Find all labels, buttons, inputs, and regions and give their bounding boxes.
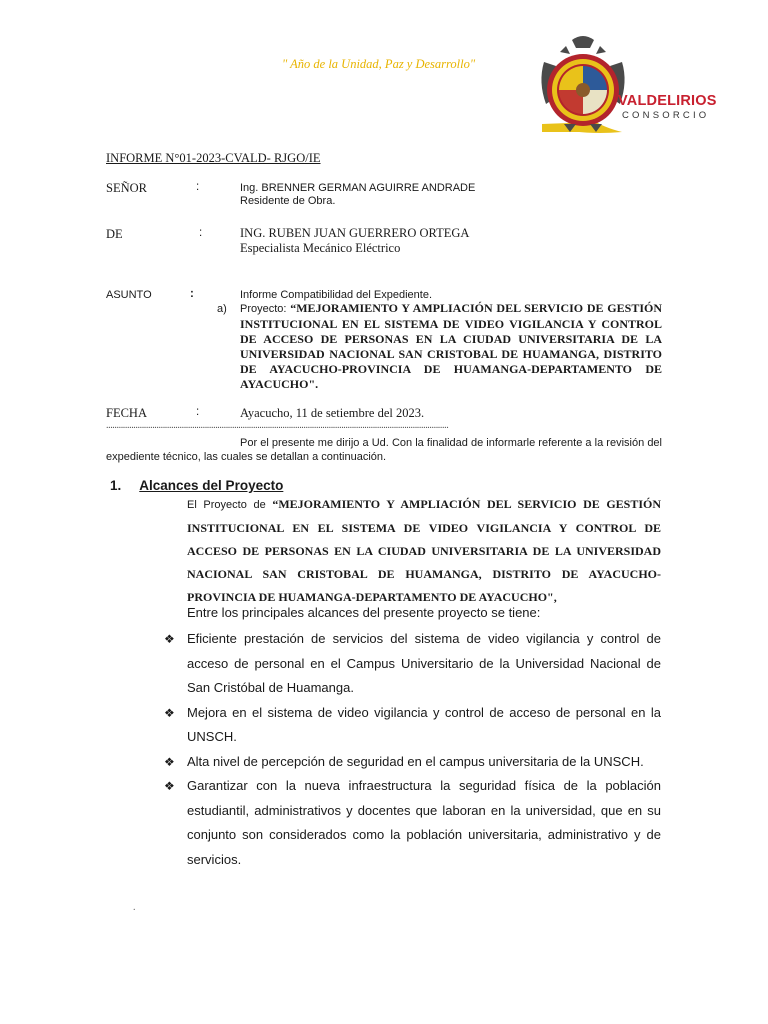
asunto-label: ASUNTO <box>106 289 152 301</box>
senor-label: SEÑOR <box>106 181 147 195</box>
alcances-intro: Entre los principales alcances del presente proyecto se tiene: <box>187 605 541 620</box>
alcances-lead: El Proyecto de <box>187 499 266 511</box>
proyecto-prefix: Proyecto: <box>240 303 287 315</box>
diamond-bullet-icon: ❖ <box>164 779 175 793</box>
informe-number: INFORME N°01-2023-CVALD- RJGO/IE <box>106 151 321 165</box>
brand-subtitle: CONSORCIO <box>622 110 710 121</box>
asunto-colon: : <box>190 288 194 300</box>
intro-paragraph: Por el presente me dirijo a Ud. Con la finalidad de informarle referente a la revisión del expediente técnico, las cuales se detallan a continuación. <box>106 437 662 463</box>
university-crest-icon <box>536 32 720 138</box>
de-colon: : <box>199 227 203 239</box>
diamond-bullet-icon: ❖ <box>164 754 175 769</box>
list-item: ❖ Eficiente prestación de servicios del sistema de video vigilancia y control de acceso de personal en el Campus Universitario de la Universidad Nacional de San Cristóbal de Huamanga. <box>164 627 661 701</box>
dotted-separator: ................................................................................................................................................................... <box>106 420 449 431</box>
asunto-item-marker: a) <box>217 303 227 315</box>
list-item: ❖ Alta nivel de percepción de seguridad en el campus universitaria de la UNSCH. <box>164 750 661 775</box>
senor-colon: : <box>196 181 200 193</box>
header-motto: " Año de la Unidad, Paz y Desarrollo" <box>282 57 476 71</box>
stray-mark: . <box>133 902 136 913</box>
senor-role: Residente de Obra. <box>240 195 336 207</box>
de-name: ING. RUBEN JUAN GUERRERO ORTEGA <box>240 226 470 240</box>
fecha-value: Ayacucho, 11 de setiembre del 2023. <box>240 406 425 420</box>
alcances-list <box>164 627 661 872</box>
diamond-bullet-icon: ❖ <box>164 632 175 646</box>
list-item: ❖ Garantizar con la nueva infraestructura la seguridad física de la población estudiantil, administrativos y docentes que laboran en la universidad, que en su conjunto son considerados como la población universitaria, administrativo y de servicios. <box>164 774 661 872</box>
fecha-label: FECHA <box>106 406 147 420</box>
de-role: Especialista Mecánico Eléctrico <box>240 241 401 255</box>
section-title: Alcances del Proyecto <box>139 478 284 493</box>
asunto-proyecto <box>240 301 662 392</box>
section-number: 1. <box>110 478 122 493</box>
fecha-colon: : <box>196 406 200 418</box>
alcances-project-title: “MEJORAMIENTO Y AMPLIACIÓN DEL SERVICIO DE GESTIÓN INSTITUCIONAL EN EL SISTEMA DE VIDEO VIGILANCIA Y CONTROL DE ACCESO DE PERSONAS EN LA CIUDAD UNIVERSITARIA DE LA UNIVERSIDAD NACIONAL SAN CRISTOBAL DE HUAMANGA, DISTRITO DE AYACUCHO-PROVINCIA DE HUAMANGA-DEPARTAMENTO DE AYACUCHO", <box>187 497 662 604</box>
senor-name: Ing. BRENNER GERMAN AGUIRRE ANDRADE <box>240 182 476 194</box>
brand-name: VALDELIRIOS <box>618 93 717 109</box>
de-label: DE <box>106 227 123 241</box>
proyecto-title: “MEJORAMIENTO Y AMPLIACIÓN DEL SERVICIO DE GESTIÓN INSTITUCIONAL EN EL SISTEMA DE VIDEO VIGILANCIA Y CONTROL DE ACCESO DE PERSONAS EN LA CIUDAD UNIVERSITARIA DE LA UNIVERSIDAD NACIONAL SAN CRISTOBAL DE HUAMANGA, DISTRITO DE AYACUCHO-PROVINCIA DE HUAMANGA-DEPARTAMENTO DE AYACUCHO". <box>240 301 662 391</box>
asunto-line: Informe Compatibilidad del Expediente. <box>240 289 433 301</box>
list-item: ❖ Mejora en el sistema de video vigilancia y control de acceso de personal en la UNSCH. <box>164 701 661 750</box>
section-heading <box>110 478 283 493</box>
diamond-bullet-icon: ❖ <box>164 705 175 720</box>
alcances-paragraph <box>187 493 661 609</box>
